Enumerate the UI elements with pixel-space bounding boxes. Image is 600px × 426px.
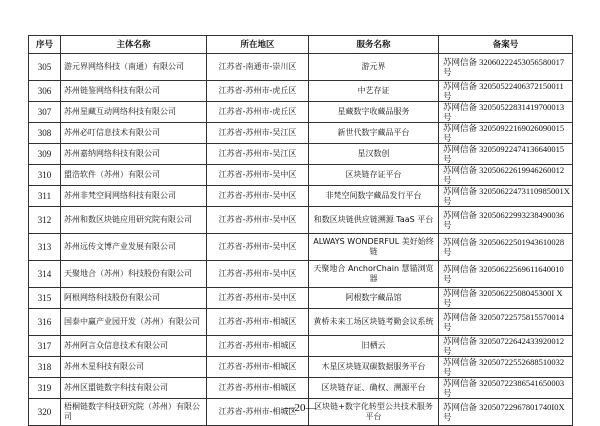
registry-table-container — [28, 35, 572, 426]
row-number: 308 — [29, 123, 61, 144]
table-row — [29, 186, 573, 207]
header-record: 备案号 — [439, 36, 573, 54]
table-row — [29, 357, 573, 378]
record-number: 苏网信备 32050922169026090015 号 — [439, 123, 573, 144]
subject-name: 苏州木星科技有限公司 — [61, 357, 207, 378]
region-name: 江苏省-苏州市-吴江区 — [207, 123, 309, 144]
subject-name: 苏州阿言众信息技术有限公司 — [61, 336, 207, 357]
record-number: 苏网信备 32050722575815570014 号 — [439, 309, 573, 336]
row-number: 316 — [29, 309, 61, 336]
record-number: 苏网信备 32050722552688510032 号 — [439, 357, 573, 378]
region-name: 江苏省-苏州市-吴中区 — [207, 288, 309, 309]
row-number: 306 — [29, 81, 61, 102]
record-number: 苏网信备 32050622619946260012 号 — [439, 165, 573, 186]
subject-name: 苏州和数区块链应用研究院有限公司 — [61, 207, 207, 234]
record-number: 苏网信备 32050622569611640010 号 — [439, 261, 573, 288]
row-number: 307 — [29, 102, 61, 123]
region-name: 江苏省-苏州市-相城区 — [207, 309, 309, 336]
service-name: 和数区块链供应链溯源 TaaS 平台 — [309, 207, 439, 234]
region-name: 江苏省-苏州市-相城区 — [207, 336, 309, 357]
record-number: 苏网信备 32050722386541650003 号 — [439, 378, 573, 399]
row-number: 315 — [29, 288, 61, 309]
table-row — [29, 123, 573, 144]
subject-name: 苏州非梵空间网络科技有限公司 — [61, 186, 207, 207]
header-subject: 主体名称 — [61, 36, 207, 54]
record-number: 苏网信备 32050522831419700013 号 — [439, 102, 573, 123]
subject-name: 苏州区盟链数字科技有限公司 — [61, 378, 207, 399]
header-num: 序号 — [29, 36, 61, 54]
row-number: 312 — [29, 207, 61, 234]
service-name: 区块链存证、确权、溯源平台 — [309, 378, 439, 399]
region-name: 江苏省-苏州市-吴中区 — [207, 207, 309, 234]
record-number: 苏网信备 32060222453056580017 号 — [439, 54, 573, 81]
header-service: 服务名称 — [309, 36, 439, 54]
row-number: 311 — [29, 186, 61, 207]
table-row — [29, 309, 573, 336]
service-name: 星藏数字收藏品服务 — [309, 102, 439, 123]
record-number: 苏网信备 32050922474136640015 号 — [439, 144, 573, 165]
region-name: 江苏省-苏州市-虎丘区 — [207, 81, 309, 102]
row-number: 313 — [29, 234, 61, 261]
region-name: 江苏省-苏州市-相城区 — [207, 378, 309, 399]
table-row — [29, 165, 573, 186]
table-row — [29, 54, 573, 81]
table-row — [29, 207, 573, 234]
table-row — [29, 144, 573, 165]
row-number: 320 — [29, 399, 61, 426]
registry-table — [28, 35, 573, 426]
row-number: 305 — [29, 54, 61, 81]
service-name: 黄桥未来工场区块链考勤会议系统 — [309, 309, 439, 336]
record-number: 苏网信备 32050622473110985001X 号 — [439, 186, 573, 207]
subject-name: 国泰中赢产业园开发（苏州）有限公司 — [61, 309, 207, 336]
subject-name: 天聚地合（苏州）科技股份有限公司 — [61, 261, 207, 288]
service-name: 旧栖云 — [309, 336, 439, 357]
record-number: 苏网信备 32050722642433920012 号 — [439, 336, 573, 357]
row-number: 318 — [29, 357, 61, 378]
service-name: 天聚地合 AnchorChain 慧锚浏览器 — [309, 261, 439, 288]
service-name: 新世代数字藏品平台 — [309, 123, 439, 144]
region-name: 江苏省-苏州市-吴中区 — [207, 234, 309, 261]
region-name: 江苏省-苏州市-吴中区 — [207, 165, 309, 186]
subject-name: 苏州必叮信息技术有限公司 — [61, 123, 207, 144]
service-name: 木星区块链双碳数据服务平台 — [309, 357, 439, 378]
service-name: 中艺存证 — [309, 81, 439, 102]
service-name: 游元界 — [309, 54, 439, 81]
table-row — [29, 81, 573, 102]
subject-name: 梧桐链数字科技研究院（苏州）有限公司 — [61, 399, 207, 426]
subject-name: 苏州星藏互动网络科技有限公司 — [61, 102, 207, 123]
table-row — [29, 234, 573, 261]
row-number: 310 — [29, 165, 61, 186]
row-number: 309 — [29, 144, 61, 165]
subject-name: 苏州链鉴网络科技有限公司 — [61, 81, 207, 102]
table-row — [29, 288, 573, 309]
header-region: 所在地区 — [207, 36, 309, 54]
subject-name: 苏州远传文博产业发展有限公司 — [61, 234, 207, 261]
record-number: 苏网信备 32050622508045300I X 号 — [439, 288, 573, 309]
subject-name: 盟浩软件（苏州）有限公司 — [61, 165, 207, 186]
table-row — [29, 378, 573, 399]
service-name: 区块链存证平台 — [309, 165, 439, 186]
region-name: 江苏省-苏州市-虎丘区 — [207, 102, 309, 123]
table-body — [29, 54, 573, 426]
row-number: 319 — [29, 378, 61, 399]
record-number: 苏网信备 32050622993238490036 号 — [439, 207, 573, 234]
record-number: 苏网信备 32050722967801740I0X 号 — [439, 399, 573, 426]
table-row — [29, 336, 573, 357]
table-row — [29, 102, 573, 123]
region-name: 江苏省-苏州市-吴中区 — [207, 186, 309, 207]
service-name: 非梵空间数字藏品发行平台 — [309, 186, 439, 207]
page-number: —20— — [283, 402, 317, 414]
row-number: 317 — [29, 336, 61, 357]
service-name: 阿根数字藏品馆 — [309, 288, 439, 309]
region-name: 江苏省-南通市-崇川区 — [207, 54, 309, 81]
region-name: 江苏省-苏州市-相城区 — [207, 357, 309, 378]
table-row — [29, 261, 573, 288]
region-name: 江苏省-苏州市-吴江区 — [207, 144, 309, 165]
table-header-row — [29, 36, 573, 54]
row-number: 314 — [29, 261, 61, 288]
service-name: 星汉数创 — [309, 144, 439, 165]
subject-name: 阿根网络科技股份有限公司 — [61, 288, 207, 309]
region-name: 江苏省-苏州市-相城区 — [207, 399, 309, 426]
service-name: ALWAYS WONDERFUL 美好始终链 — [309, 234, 439, 261]
region-name: 江苏省-苏州市-吴中区 — [207, 261, 309, 288]
record-number: 苏网信备 32050522406372150011 号 — [439, 81, 573, 102]
service-name: 区块链+数字化转型公共技术服务平台 — [309, 399, 439, 426]
subject-name: 游元界网络科技（南通）有限公司 — [61, 54, 207, 81]
record-number: 苏网信备 32050622501943610028 号 — [439, 234, 573, 261]
subject-name: 苏州嘉纳网络科技有限公司 — [61, 144, 207, 165]
